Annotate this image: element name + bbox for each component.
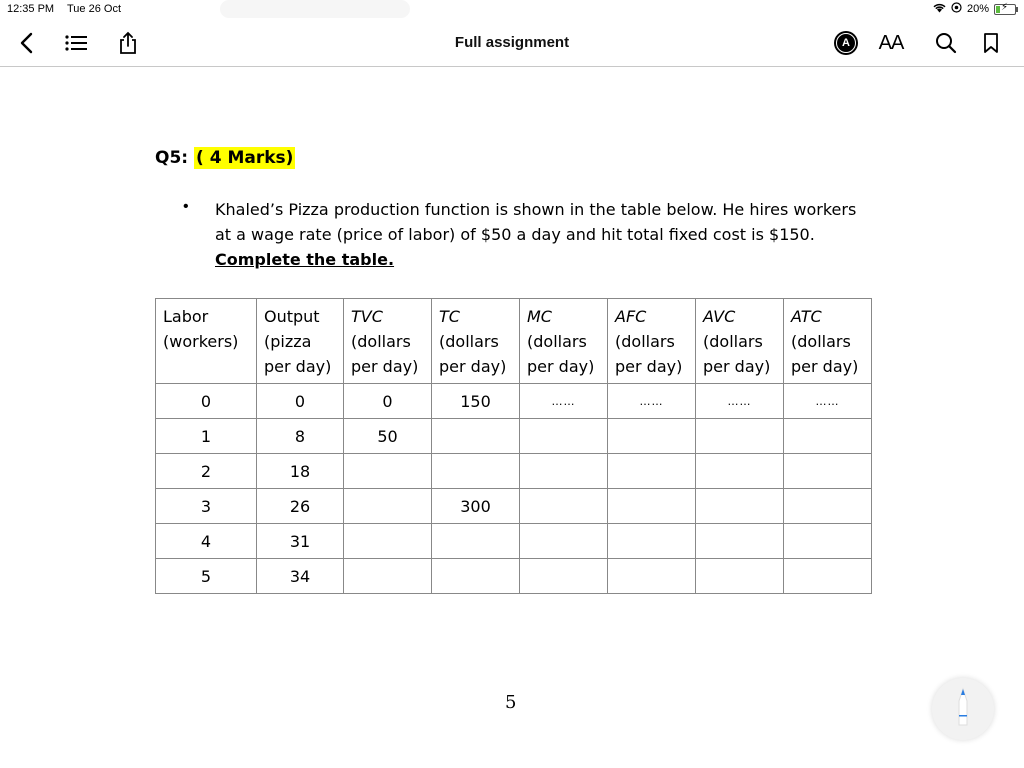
header-tc: TC (dollars per day) xyxy=(432,299,520,384)
table-row xyxy=(156,384,872,419)
bullet-icon: • xyxy=(183,198,189,215)
table-cell xyxy=(344,489,432,524)
bookmark-icon[interactable] xyxy=(977,29,1005,57)
table-cell: 300 xyxy=(432,489,520,524)
status-pill xyxy=(220,0,410,18)
instruction-text: Complete the table. xyxy=(215,250,395,269)
table-cell xyxy=(432,454,520,489)
document-title: Full assignment xyxy=(454,34,570,51)
table-cell xyxy=(520,454,608,489)
table-cell: 3 xyxy=(156,489,257,524)
table-cell xyxy=(520,419,608,454)
at-icon xyxy=(951,2,962,16)
battery-icon: ⚡ xyxy=(994,4,1016,15)
page-number: 5 xyxy=(505,692,517,713)
table-row xyxy=(156,489,872,524)
header-output: Output (pizza per day) xyxy=(257,299,344,384)
table-cell: 8 xyxy=(257,419,344,454)
table-cell xyxy=(696,559,784,594)
table-cell xyxy=(784,454,872,489)
table-cell xyxy=(344,454,432,489)
status-bar xyxy=(0,0,1024,20)
table-cell: 150 xyxy=(432,384,520,419)
table-cell xyxy=(696,419,784,454)
table-cell xyxy=(784,524,872,559)
text-size-icon[interactable] xyxy=(876,29,906,57)
pencil-tool-button[interactable] xyxy=(932,678,994,740)
paragraph-text: Khaled’s Pizza production function is shown in the table below. He hires workers at a wage rate (price of labor) of $50 a day and hit total fixed cost is $150. xyxy=(215,200,857,244)
table-cell: 18 xyxy=(257,454,344,489)
table-cell: 50 xyxy=(344,419,432,454)
table-cell: 5 xyxy=(156,559,257,594)
table-cell: 2 xyxy=(156,454,257,489)
table-cell xyxy=(696,489,784,524)
header-tvc: TVC (dollars per day) xyxy=(344,299,432,384)
table-cell xyxy=(608,419,696,454)
status-date: Tue 26 Oct xyxy=(67,3,122,15)
table-cell xyxy=(520,489,608,524)
header-afc: AFC (dollars per day) xyxy=(608,299,696,384)
table-cell: 31 xyxy=(257,524,344,559)
table-cell xyxy=(608,559,696,594)
table-row xyxy=(156,419,872,454)
table-cell: …… xyxy=(784,384,872,419)
table-cell xyxy=(784,419,872,454)
table-cell xyxy=(432,524,520,559)
table-cell xyxy=(608,454,696,489)
question-heading xyxy=(155,148,295,168)
table-cell: 26 xyxy=(257,489,344,524)
table-cell xyxy=(784,559,872,594)
table-cell xyxy=(608,524,696,559)
status-time: 12:35 PM xyxy=(7,3,55,15)
header-labor: Labor (workers) xyxy=(156,299,257,384)
marks-label: ( 4 Marks) xyxy=(196,148,294,168)
table-cell xyxy=(432,559,520,594)
table-cell xyxy=(696,524,784,559)
table-cell xyxy=(608,489,696,524)
table-row xyxy=(156,454,872,489)
table-cell: 0 xyxy=(344,384,432,419)
table-cell: 34 xyxy=(257,559,344,594)
table-cell xyxy=(520,524,608,559)
battery-percent: 20% xyxy=(966,3,989,15)
header-mc: MC (dollars per day) xyxy=(520,299,608,384)
table-cell: …… xyxy=(608,384,696,419)
table-cell: 0 xyxy=(257,384,344,419)
markup-icon[interactable]: A xyxy=(832,29,860,57)
production-table xyxy=(155,298,872,594)
question-label: Q5: xyxy=(155,148,189,168)
table-cell xyxy=(344,524,432,559)
table-cell: 1 xyxy=(156,419,257,454)
table-cell: 0 xyxy=(156,384,257,419)
table-row xyxy=(156,524,872,559)
text-size-label: AA xyxy=(878,31,904,54)
table-cell: …… xyxy=(696,384,784,419)
search-icon[interactable] xyxy=(932,29,960,57)
table-cell: 4 xyxy=(156,524,257,559)
table-cell xyxy=(432,419,520,454)
table-cell xyxy=(784,489,872,524)
header-avc: AVC (dollars per day) xyxy=(696,299,784,384)
question-paragraph xyxy=(215,197,875,272)
table-cell xyxy=(696,454,784,489)
table-cell xyxy=(520,559,608,594)
toolbar xyxy=(0,20,1024,67)
table-row xyxy=(156,559,872,594)
pencil-icon xyxy=(956,687,970,732)
table-cell: …… xyxy=(520,384,608,419)
table-header-row xyxy=(156,299,872,384)
header-atc: ATC (dollars per day) xyxy=(784,299,872,384)
wifi-icon xyxy=(933,3,946,16)
table-cell xyxy=(344,559,432,594)
